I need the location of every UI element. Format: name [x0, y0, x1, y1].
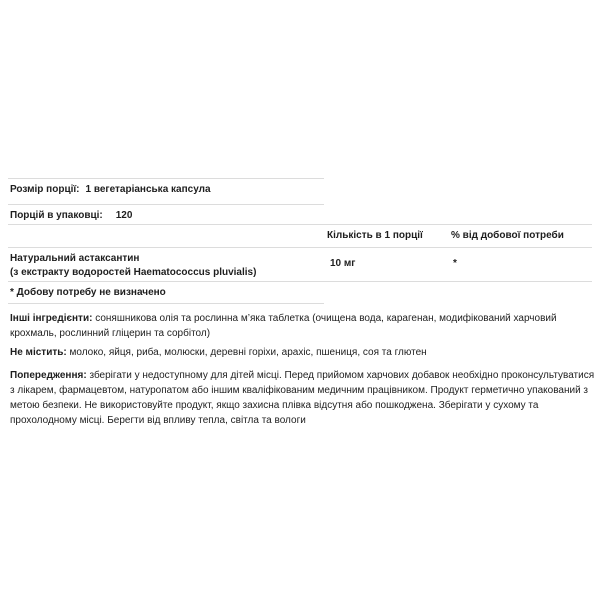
ingredient-name [10, 252, 256, 280]
does-not-contain-label: Не містить: [10, 347, 67, 358]
divider [8, 247, 592, 248]
other-ingredients-paragraph [10, 311, 595, 341]
servings-per-container-row [10, 210, 132, 222]
divider [8, 303, 324, 304]
warnings-text: зберігати у недоступному для дітей місці. Перед прийомом харчових добавок необхідно проконсультуватися з лікарем, фармацевтом, натуропатом або іншим кваліфікованим медичним працівником. Продукт герметично упакований з метою безпеки. Не використовуйте продукт, якщо захисна плівка відсутня або пошкоджена. Зберігати у сухому та прохолодному місці. Берегти від впливу тепла, світла та вологи [10, 370, 595, 426]
ingredient-amount: 10 мг [330, 258, 356, 269]
serving-size-value: 1 вегетаріанська капсула [85, 184, 211, 195]
does-not-contain-paragraph [10, 345, 595, 360]
warnings-label: Попередження: [10, 370, 87, 381]
divider [8, 204, 324, 205]
does-not-contain-text: молоко, яйця, риба, молюски, деревні горіхи, арахіс, пшениця, соя та глютен [69, 347, 427, 358]
other-ingredients-text: соняшникова олія та рослинна м’яка таблетка (очищена вода, карагенан, модифікований харчовий крохмаль, рослинний гліцерин та сорбітол) [10, 313, 557, 339]
table-header-amount: Кількість в 1 порції [327, 230, 423, 241]
divider [8, 224, 592, 225]
servings-per-container-label: Порцій в упаковці: [10, 210, 103, 221]
serving-size-label: Розмір порції: [10, 184, 80, 195]
serving-size-row [10, 184, 211, 196]
ingredient-name-line1: Натуральний астаксантин [10, 253, 140, 264]
table-header-daily-value: % від добової потреби [451, 230, 564, 241]
ingredient-daily-value: * [453, 258, 457, 269]
divider [8, 281, 592, 282]
daily-value-footnote: * Добову потребу не визначено [10, 287, 166, 298]
other-ingredients-label: Інші інгредієнти: [10, 313, 93, 324]
ingredient-name-line2: (з екстракту водоростей Haematococcus pluvialis) [10, 267, 257, 278]
servings-per-container-value: 120 [115, 210, 133, 221]
divider [8, 178, 324, 179]
warnings-paragraph [10, 368, 595, 428]
